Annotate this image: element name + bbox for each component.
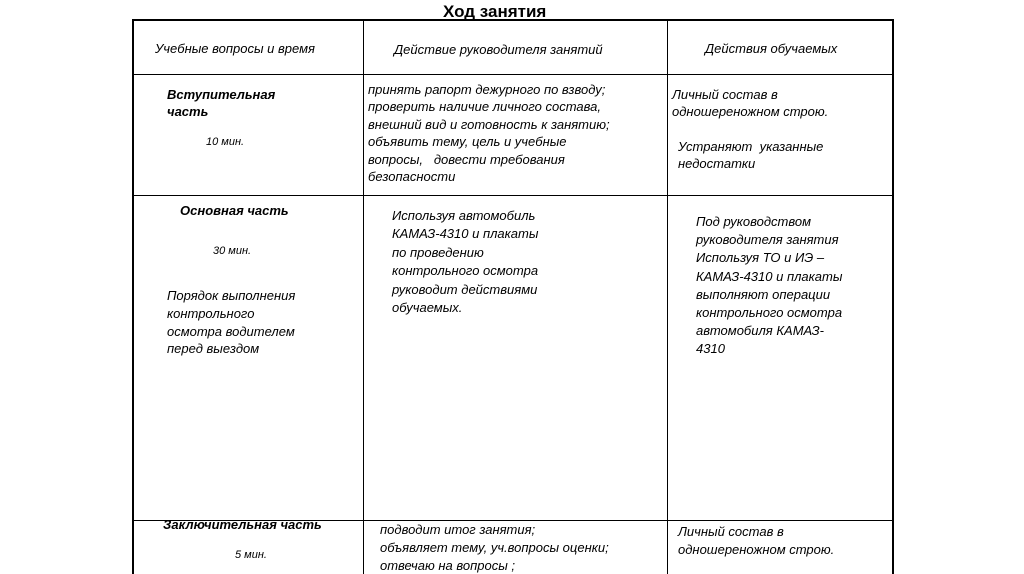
main-trainee-actions: Под руководством руководителя занятия Используя ТО и ИЭ – КАМАЗ-4310 и плакаты выполняют операции контрольного осмотра автомобиля КАМАЗ- 4310 <box>696 214 843 357</box>
main-part-topic: Порядок выполнения контрольного осмотра водителем перед выездом <box>167 288 296 357</box>
header-questions-time: Учебные вопросы и время <box>155 41 315 56</box>
intro-part-label: Вступительная часть <box>167 87 276 120</box>
final-part-time: 5 мин. <box>235 549 267 561</box>
final-leader-actions: подводит итог занятия; объявляет тему, уч.вопросы оценки; отвечаю на вопросы ; <box>380 522 609 573</box>
header-leader-actions: Действие руководителя занятий <box>394 42 603 57</box>
row-divider <box>132 74 894 75</box>
intro-trainee-actions: Личный состав в одношереножном строю. <box>672 87 829 120</box>
intro-trainee-actions-2: Устраняют указанные недостатки <box>678 139 824 172</box>
main-part-time: 30 мин. <box>213 245 252 257</box>
page-title: Ход занятия <box>443 2 547 21</box>
column-divider <box>667 19 668 574</box>
intro-part-time: 10 мин. <box>206 136 245 148</box>
intro-leader-actions: принять рапорт дежурного по взводу; проверить наличие личного состава, внешний вид и готовность к занятию; объявить тему, цель и учебные вопросы, довести требования безопасности <box>368 82 610 185</box>
header-trainee-actions: Действия обучаемых <box>705 41 838 56</box>
final-part-label: Заключительная часть <box>163 517 322 532</box>
column-divider <box>363 19 364 574</box>
row-divider <box>132 195 894 196</box>
final-trainee-actions: Личный состав в одношереножном строю. <box>678 524 835 557</box>
main-part-label: Основная часть <box>180 203 289 218</box>
main-leader-actions: Используя автомобиль КАМАЗ-4310 и плакаты по проведению контрольного осмотра руководит действиями обучаемых. <box>392 208 539 316</box>
